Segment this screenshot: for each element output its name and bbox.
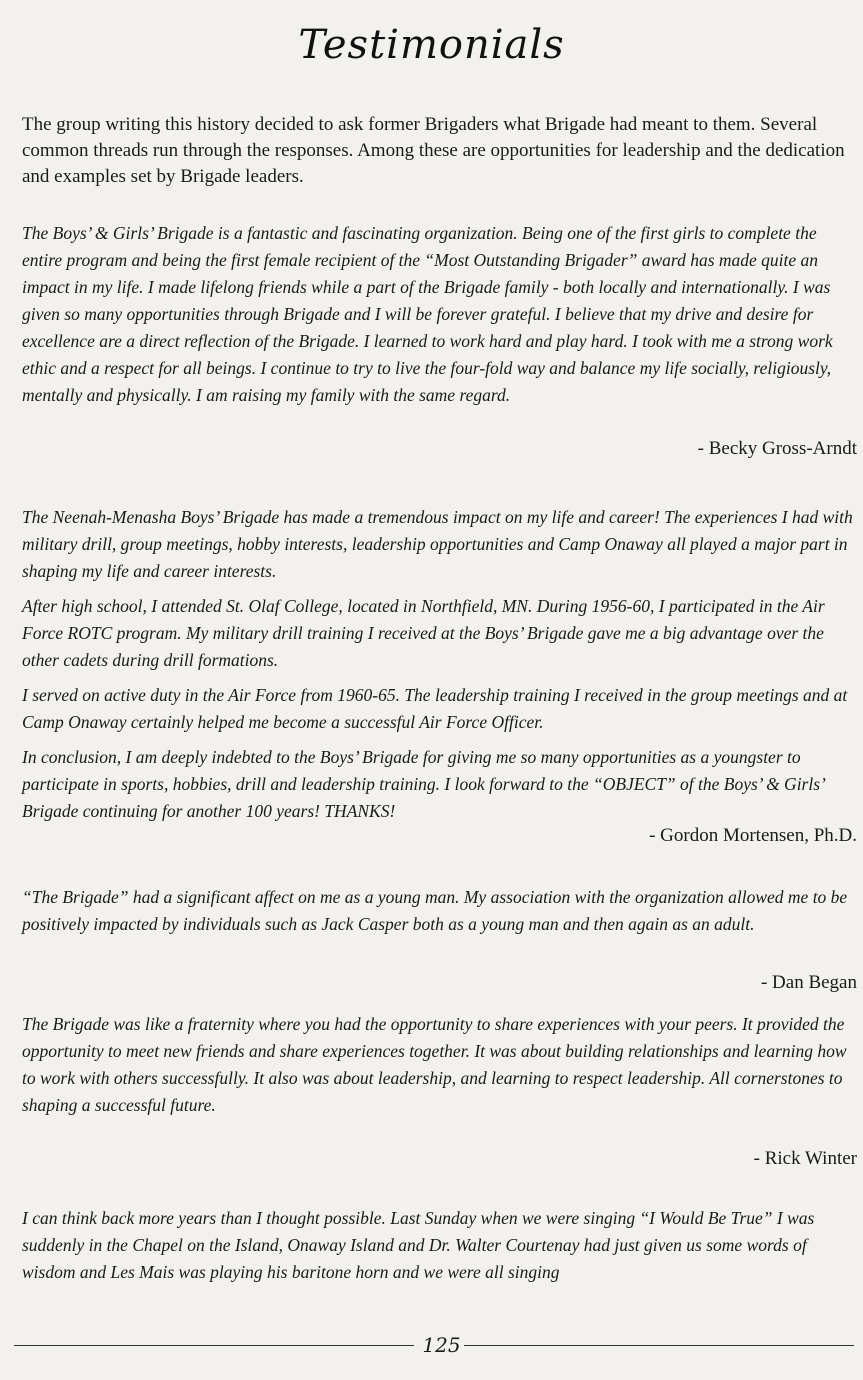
- testimonial-author: - Rick Winter: [753, 1148, 857, 1169]
- testimonial-1: [22, 220, 857, 417]
- testimonial-paragraph: “The Brigade” had a significant affect on me as a young man. My association with the organization allowed me to be positively impacted by individuals such as Jack Casper both as a young man and then again as an adult.: [22, 887, 848, 934]
- page-footer: [14, 1333, 854, 1357]
- page-number: 125: [422, 1333, 461, 1357]
- testimonial-paragraph: In conclusion, I am deeply indebted to the Boys’ Brigade for giving me so many opportunities as a youngster to participate in sports, hobbies, drill and leadership training. I look forward to the “OBJECT” of the Boys’ & Girls’ Brigade continuing for another 100 years! THANKS!: [22, 747, 824, 821]
- testimonial-paragraph: The Neenah-Menasha Boys’ Brigade has made a tremendous impact on my life and career! The experiences I had with military drill, group meetings, hobby interests, leadership opportunities and Camp Onaway all played a major part in shaping my life and career interests.: [22, 507, 853, 581]
- footer-rule-left: [14, 1345, 414, 1346]
- testimonial-paragraph: I can think back more years than I thought possible. Last Sunday when we were singing “I Would Be True” I was suddenly in the Chapel on the Island, Onaway Island and Dr. Walter Courtenay had just given us some words of wisdom and Les Mais was playing his baritone horn and we were all singing: [22, 1208, 815, 1282]
- page-title: Testimonials: [298, 22, 565, 68]
- testimonial-2: [22, 504, 857, 833]
- testimonial-author: - Dan Began: [760, 972, 857, 993]
- testimonial-3: [22, 884, 857, 946]
- testimonial-paragraph: The Boys’ & Girls’ Brigade is a fantastic and fascinating organization. Being one of the first girls to complete the entire program and being the first female recipient of the “Most Outstanding Brigader” award has made quite an impact in my life. I made lifelong friends while a part of the Brigade family - both locally and internationally. I was given so many opportunities through Brigade and I will be forever grateful. I believe that my drive and desire for excellence are a direct reflection of the Brigade. I learned to work hard and play hard. I took with me a strong work ethic and a respect for all beings. I continue to try to live the four-fold way and balance my life socially, religiously, mentally and physically. I am raising my family with the same regard.: [22, 223, 833, 405]
- testimonial-author: - Gordon Mortensen, Ph.D.: [649, 825, 857, 846]
- testimonial-paragraph: The Brigade was like a fraternity where you had the opportunity to share experiences with your peers. It provided the opportunity to meet new friends and share experiences together. It was about building relationships and learning how to work with others successfully. It also was about leadership, and learning to respect leadership. All cornerstones to shaping a successful future.: [22, 1014, 847, 1115]
- footer-rule-right: [464, 1345, 854, 1346]
- testimonial-author: - Becky Gross-Arndt: [697, 438, 857, 459]
- intro-paragraph: The group writing this history decided to ask former Brigaders what Brigade had meant to them. Several common threads run through the responses. Among these are opportunities for leadership and the dedication and examples set by Brigade leaders.: [22, 114, 845, 187]
- testimonial-5: [22, 1205, 857, 1294]
- testimonial-4: [22, 1011, 857, 1127]
- testimonial-paragraph: I served on active duty in the Air Force from 1960-65. The leadership training I received in the group meetings and at Camp Onaway certainly helped me become a successful Air Force Officer.: [22, 685, 848, 732]
- testimonial-paragraph: After high school, I attended St. Olaf College, located in Northfield, MN. During 1956-60, I participated in the Air Force ROTC program. My military drill training I received at the Boys’ Brigade gave me a big advantage over the other cadets during drill formations.: [22, 596, 825, 670]
